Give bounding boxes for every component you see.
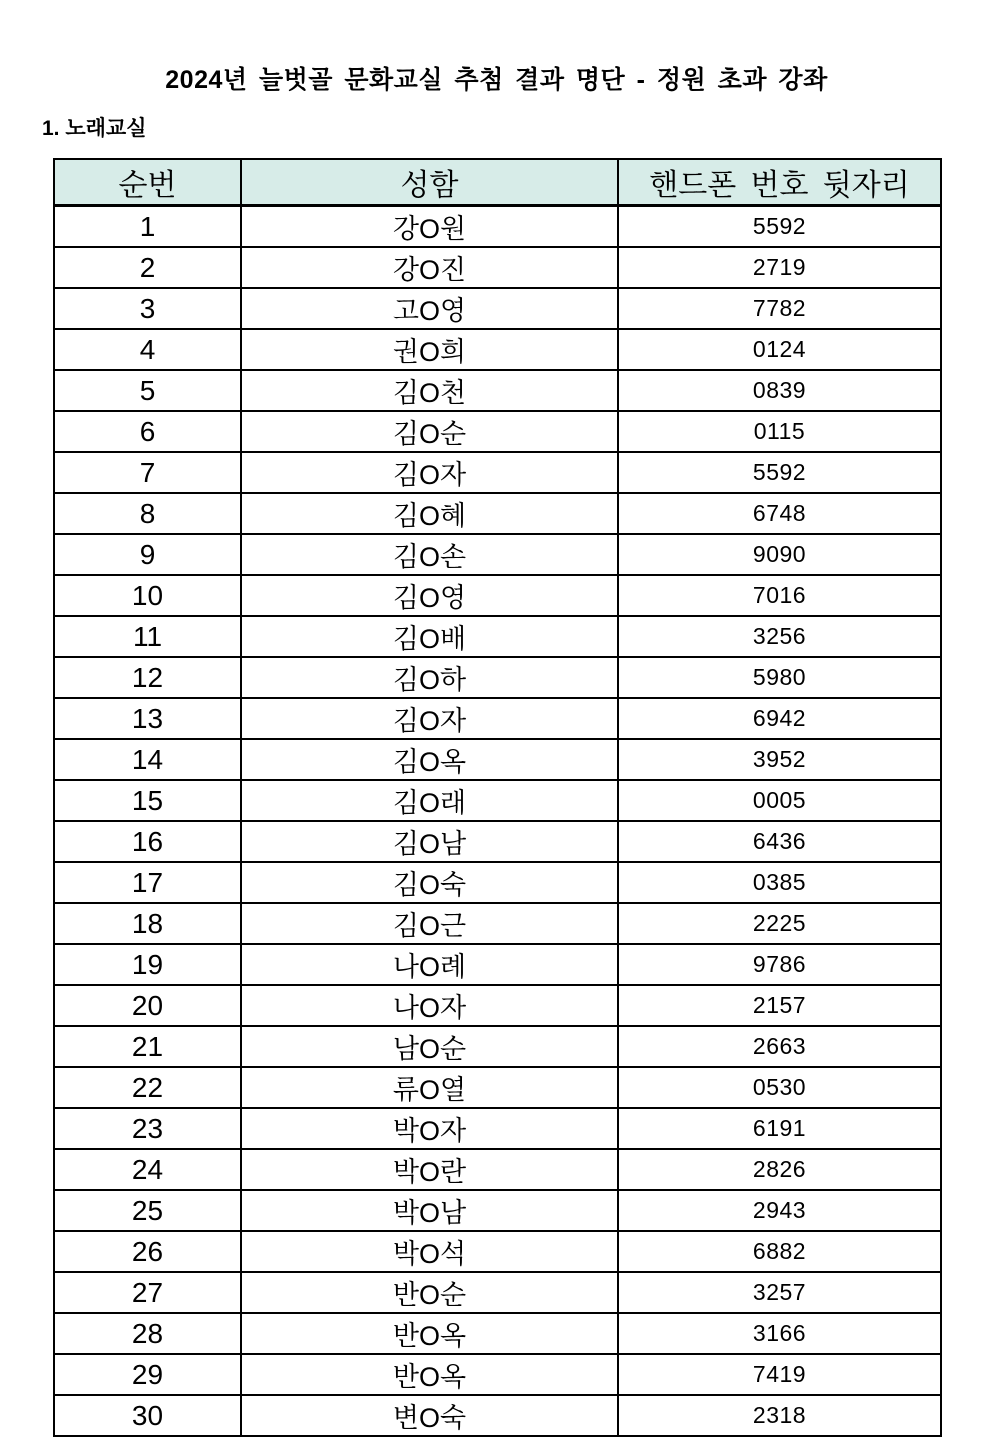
phone-cell: 2225	[618, 903, 941, 944]
rank-cell: 1	[54, 206, 241, 248]
rank-cell: 7	[54, 452, 241, 493]
phone-cell: 0530	[618, 1067, 941, 1108]
table-row	[54, 1026, 941, 1067]
phone-cell: 2663	[618, 1026, 941, 1067]
phone-cell: 5980	[618, 657, 941, 698]
phone-cell: 3256	[618, 616, 941, 657]
table-row	[54, 1190, 941, 1231]
rank-cell: 19	[54, 944, 241, 985]
name-cell: 김O배	[241, 616, 618, 657]
rank-cell: 2	[54, 247, 241, 288]
phone-cell: 6942	[618, 698, 941, 739]
table-header-row	[54, 159, 941, 206]
table-row	[54, 452, 941, 493]
phone-cell: 0385	[618, 862, 941, 903]
table-row	[54, 370, 941, 411]
name-cell: 강O진	[241, 247, 618, 288]
rank-cell: 14	[54, 739, 241, 780]
name-cell: 나O자	[241, 985, 618, 1026]
table-row	[54, 698, 941, 739]
rank-cell: 11	[54, 616, 241, 657]
table-body	[54, 206, 941, 1437]
table-row	[54, 575, 941, 616]
table-row	[54, 1395, 941, 1436]
table-row	[54, 739, 941, 780]
name-cell: 권O희	[241, 329, 618, 370]
rank-cell: 16	[54, 821, 241, 862]
rank-cell: 20	[54, 985, 241, 1026]
page-title: 2024년 늘벗골 문화교실 추첨 결과 명단 - 정원 초과 강좌	[165, 66, 828, 94]
name-cell: 박O석	[241, 1231, 618, 1272]
name-cell: 변O숙	[241, 1395, 618, 1436]
phone-cell: 2943	[618, 1190, 941, 1231]
rank-cell: 25	[54, 1190, 241, 1231]
name-cell: 김O남	[241, 821, 618, 862]
table-row	[54, 1354, 941, 1395]
phone-cell: 3952	[618, 739, 941, 780]
table-row	[54, 1231, 941, 1272]
table-row	[54, 780, 941, 821]
table-row	[54, 1108, 941, 1149]
name-cell: 고O영	[241, 288, 618, 329]
phone-cell: 3257	[618, 1272, 941, 1313]
phone-cell: 7016	[618, 575, 941, 616]
name-cell: 김O래	[241, 780, 618, 821]
phone-cell: 2719	[618, 247, 941, 288]
rank-cell: 12	[54, 657, 241, 698]
rank-cell: 23	[54, 1108, 241, 1149]
column-header-name: 성함	[241, 159, 618, 206]
phone-cell: 7782	[618, 288, 941, 329]
rank-cell: 10	[54, 575, 241, 616]
name-cell: 김O숙	[241, 862, 618, 903]
phone-cell: 6748	[618, 493, 941, 534]
table-row	[54, 903, 941, 944]
table-row	[54, 985, 941, 1026]
name-cell: 류O열	[241, 1067, 618, 1108]
table-row	[54, 862, 941, 903]
name-cell: 김O자	[241, 452, 618, 493]
table-row	[54, 1272, 941, 1313]
phone-cell: 2318	[618, 1395, 941, 1436]
table-row	[54, 1313, 941, 1354]
phone-cell: 6436	[618, 821, 941, 862]
rank-cell: 29	[54, 1354, 241, 1395]
column-header-phone: 핸드폰 번호 뒷자리	[618, 159, 941, 206]
rank-cell: 30	[54, 1395, 241, 1436]
name-cell: 김O순	[241, 411, 618, 452]
rank-cell: 21	[54, 1026, 241, 1067]
phone-cell: 0005	[618, 780, 941, 821]
name-cell: 박O란	[241, 1149, 618, 1190]
phone-cell: 0115	[618, 411, 941, 452]
phone-cell: 9090	[618, 534, 941, 575]
phone-cell: 3166	[618, 1313, 941, 1354]
rank-cell: 8	[54, 493, 241, 534]
table-row	[54, 1067, 941, 1108]
name-cell: 반O옥	[241, 1354, 618, 1395]
rank-cell: 27	[54, 1272, 241, 1313]
rank-cell: 13	[54, 698, 241, 739]
phone-cell: 0839	[618, 370, 941, 411]
section-heading: 1. 노래교실	[42, 117, 147, 140]
rank-cell: 22	[54, 1067, 241, 1108]
table-row	[54, 657, 941, 698]
column-header-rank: 순번	[54, 159, 241, 206]
rank-cell: 5	[54, 370, 241, 411]
rank-cell: 4	[54, 329, 241, 370]
phone-cell: 2826	[618, 1149, 941, 1190]
name-cell: 김O근	[241, 903, 618, 944]
table-row	[54, 247, 941, 288]
name-cell: 김O천	[241, 370, 618, 411]
phone-cell: 7419	[618, 1354, 941, 1395]
name-cell: 나O례	[241, 944, 618, 985]
rank-cell: 15	[54, 780, 241, 821]
lottery-result-table	[53, 158, 942, 1437]
name-cell: 반O순	[241, 1272, 618, 1313]
rank-cell: 24	[54, 1149, 241, 1190]
rank-cell: 28	[54, 1313, 241, 1354]
name-cell: 반O옥	[241, 1313, 618, 1354]
name-cell: 김O영	[241, 575, 618, 616]
name-cell: 박O남	[241, 1190, 618, 1231]
table-row	[54, 1149, 941, 1190]
phone-cell: 0124	[618, 329, 941, 370]
table-row	[54, 616, 941, 657]
name-cell: 박O자	[241, 1108, 618, 1149]
table-row	[54, 329, 941, 370]
name-cell: 김O자	[241, 698, 618, 739]
phone-cell: 6882	[618, 1231, 941, 1272]
name-cell: 김O혜	[241, 493, 618, 534]
name-cell: 김O손	[241, 534, 618, 575]
name-cell: 강O원	[241, 206, 618, 248]
rank-cell: 3	[54, 288, 241, 329]
phone-cell: 9786	[618, 944, 941, 985]
table-row	[54, 534, 941, 575]
name-cell: 남O순	[241, 1026, 618, 1067]
rank-cell: 6	[54, 411, 241, 452]
rank-cell: 9	[54, 534, 241, 575]
rank-cell: 17	[54, 862, 241, 903]
phone-cell: 6191	[618, 1108, 941, 1149]
table-row	[54, 493, 941, 534]
table-row	[54, 944, 941, 985]
table-row	[54, 206, 941, 248]
table-row	[54, 821, 941, 862]
phone-cell: 5592	[618, 206, 941, 248]
phone-cell: 5592	[618, 452, 941, 493]
rank-cell: 26	[54, 1231, 241, 1272]
table-row	[54, 288, 941, 329]
name-cell: 김O옥	[241, 739, 618, 780]
name-cell: 김O하	[241, 657, 618, 698]
rank-cell: 18	[54, 903, 241, 944]
phone-cell: 2157	[618, 985, 941, 1026]
table-row	[54, 411, 941, 452]
